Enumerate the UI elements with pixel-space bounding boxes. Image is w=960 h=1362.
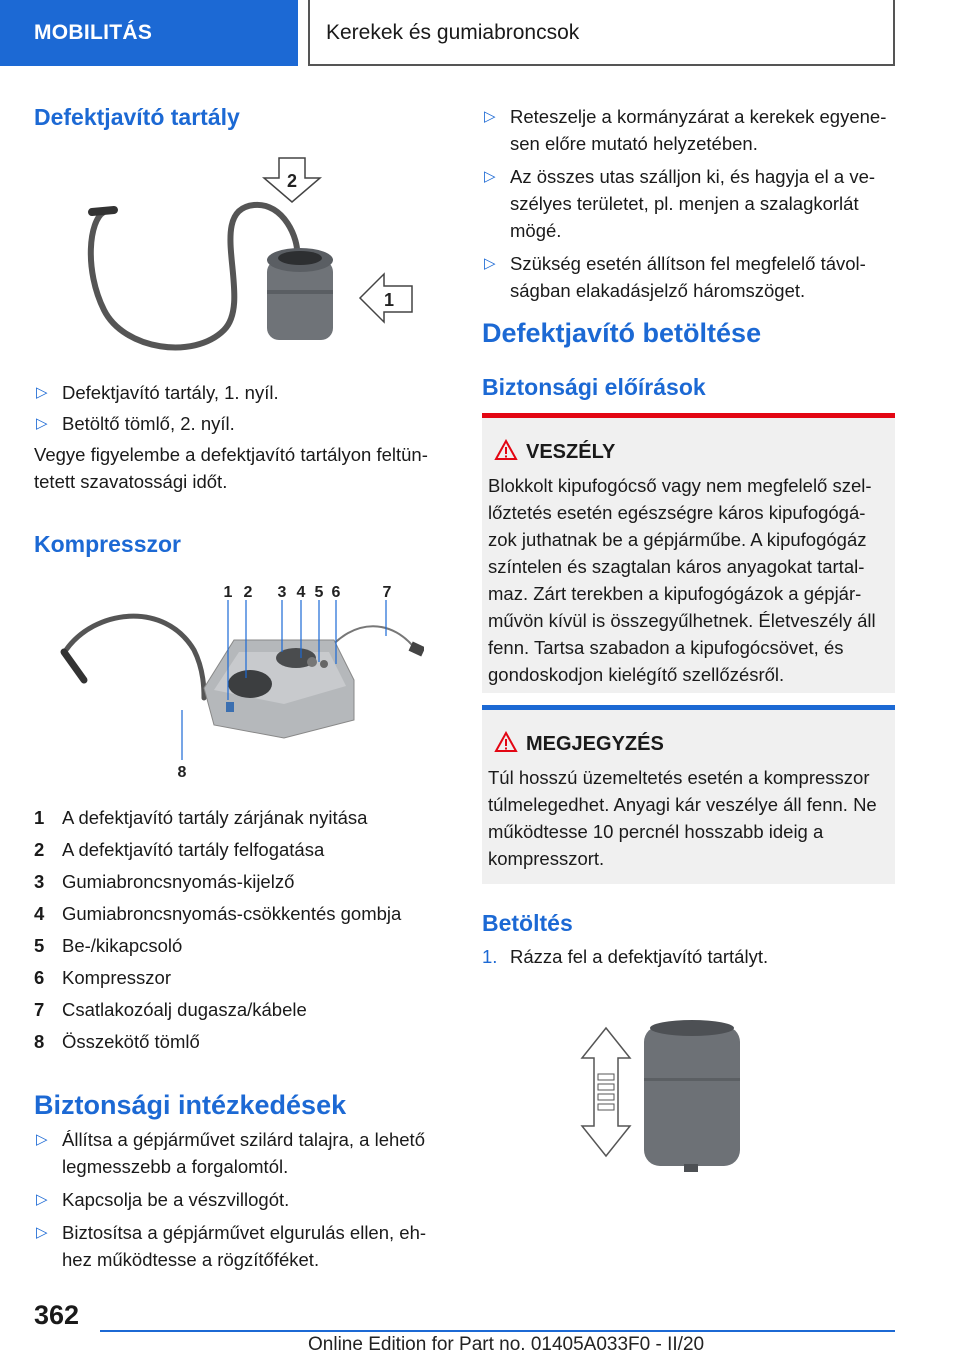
- legend-item: 7 Csatlakozóalj dugasza/kábele: [34, 999, 307, 1020]
- container-illustration: [84, 150, 434, 365]
- callout-6: 6: [331, 584, 341, 601]
- up-down-arrow-icon: [582, 1028, 630, 1156]
- callout-1: 1: [223, 584, 233, 601]
- legend-item: 2 A defektjavító tartály felfogatása: [34, 839, 325, 860]
- footer-edition: Online Edition for Part no. 01405A033F0 - II/20: [308, 1334, 705, 1355]
- bullet-triangle-icon: ▷: [36, 1224, 48, 1241]
- danger-title: VESZÉLY: [488, 438, 887, 466]
- chapter-title: Kerekek és gumiabroncsok: [310, 0, 895, 66]
- bullet-triangle-icon: ▷: [484, 108, 496, 125]
- callout-4: 4: [296, 584, 306, 601]
- page-number: 362: [34, 1300, 80, 1330]
- header-divider: [298, 0, 310, 66]
- arrow-2-icon: [264, 158, 320, 202]
- danger-text: Blokkolt kipufogócső vagy nem megfelelő szel-lőztetés esetén egészségre káros kipufogógá-zok juthatnak be a gépjárműbe. A kipufogógáz színtelen és szagtalan káros anyagokat tartal-maz. Zárt terekben a kipufogógázok a gépjár-művön kívül is összegyűlhetnek. Életveszély áll fenn. Tartsa szabadon a kipufogócsövet, és gondoskodjon kielégítő szellőzésről.: [488, 475, 876, 685]
- legend-item: 8 Összekötő tömlő: [34, 1031, 200, 1052]
- shake-container-illustration: [572, 1018, 752, 1178]
- prep-bullet: ▷ Az összes utas szálljon ki, és hagyja el a ve-szélyes területet, pl. menjen a szalagkorlát mögé.: [482, 163, 895, 244]
- bullet-triangle-icon: ▷: [36, 1131, 48, 1148]
- note-text: Túl hosszú üzemeltetés esetén a kompresszor túlmelegedhet. Anyagi kár veszélye áll fenn. Ne működtesse 10 percnél hosszabb ideig a kompresszort.: [488, 767, 877, 869]
- warning-triangle-icon: [494, 439, 518, 461]
- footer-divider: [100, 1330, 895, 1332]
- warning-triangle-icon: [494, 731, 518, 753]
- legend-item: 6 Kompresszor: [34, 967, 171, 988]
- heading-container: Defektjavító tartály: [34, 104, 240, 130]
- heading-filling: Betöltés: [482, 910, 573, 936]
- heading-safety-measures: Biztonsági intézkedések: [34, 1090, 347, 1120]
- heading-sealant-fill: Defektjavító betöltése: [482, 318, 762, 348]
- note-title: MEGJEGYZÉS: [488, 730, 887, 758]
- container-bullet: ▷ Defektjavító tartály, 1. nyíl.: [34, 379, 446, 406]
- arrow-1-label: 1: [383, 290, 395, 310]
- container-note: Vegye figyelembe a defektjavító tartályon feltün-tetett szavatossági időt.: [34, 444, 428, 492]
- legend-item: 5 Be-/kikapcsoló: [34, 935, 183, 956]
- legend-item: 3 Gumiabroncsnyomás-kijelző: [34, 871, 295, 892]
- step-number: 1.: [482, 946, 498, 967]
- bullet-triangle-icon: ▷: [36, 384, 48, 401]
- callout-7: 7: [382, 584, 392, 601]
- callout-3: 3: [277, 584, 287, 601]
- danger-box: [482, 413, 895, 693]
- arrow-1-icon: [360, 274, 412, 322]
- safety-bullet: ▷ Állítsa a gépjárművet szilárd talajra, a lehető legmesszebb a forgalomtól.: [34, 1126, 446, 1180]
- step-text: Rázza fel a defektjavító tartályt.: [510, 946, 769, 967]
- callout-5: 5: [314, 584, 324, 601]
- note-box: [482, 705, 895, 884]
- safety-bullet: ▷ Kapcsolja be a vészvillogót.: [34, 1186, 446, 1213]
- callout-2: 2: [243, 584, 253, 601]
- heading-compressor: Kompresszor: [34, 531, 181, 557]
- legend-item: 1 A defektjavító tartály zárjának nyitása: [34, 807, 368, 828]
- heading-safety-rules: Biztonsági előírások: [482, 374, 706, 400]
- legend-item: 4 Gumiabroncsnyomás-csökkentés gombja: [34, 903, 402, 924]
- container-bullet: ▷ Betöltő tömlő, 2. nyíl.: [34, 410, 446, 437]
- section-tab: MOBILITÁS: [0, 0, 298, 66]
- compressor-illustration: [54, 580, 424, 780]
- bullet-triangle-icon: ▷: [36, 1191, 48, 1208]
- bullet-triangle-icon: ▷: [36, 415, 48, 432]
- arrow-2-label: 2: [286, 171, 298, 191]
- bullet-triangle-icon: ▷: [484, 255, 496, 272]
- bullet-triangle-icon: ▷: [484, 168, 496, 185]
- prep-bullet: ▷ Szükség esetén állítson fel megfelelő távol-ságban elakadásjelző háromszöget.: [482, 250, 895, 304]
- compressor-legend: [34, 802, 446, 1058]
- page-header: [0, 0, 960, 66]
- callout-8: 8: [177, 764, 187, 780]
- prep-bullet: ▷ Reteszelje a kormányzárat a kerekek egyene-sen előre mutató helyzetében.: [482, 103, 895, 157]
- safety-bullet: ▷ Biztosítsa a gépjárművet elgurulás ellen, eh-hez működtesse a rögzítőféket.: [34, 1219, 446, 1273]
